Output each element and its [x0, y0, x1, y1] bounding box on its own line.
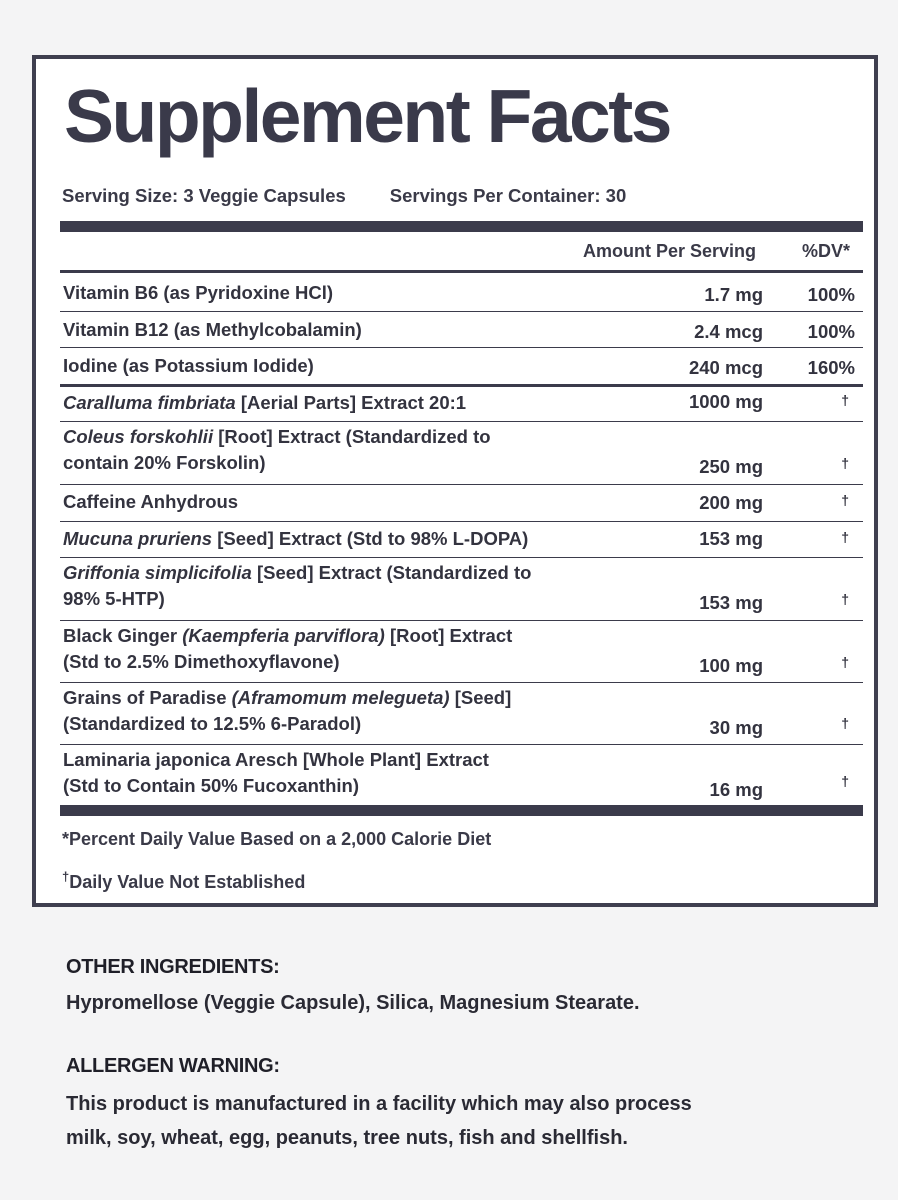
- row-dv: †: [841, 455, 849, 471]
- other-ingredients-heading: OTHER INGREDIENTS:: [66, 956, 280, 978]
- row-name: [63, 526, 528, 552]
- row-amount: 30 mg: [709, 717, 763, 738]
- row-name-italic: Coleus forskohlii: [63, 426, 214, 447]
- row-name-italic: Griffonia simplicifolia: [63, 562, 252, 583]
- row-dv: †: [841, 654, 849, 670]
- row-name-line2: 98% 5-HTP): [63, 588, 165, 609]
- facts-table: [60, 275, 863, 807]
- table-row: [60, 484, 863, 521]
- row-name: [63, 623, 512, 649]
- row-name-rest: [Aerial Parts] Extract 20:1: [235, 392, 467, 413]
- row-dv: †: [841, 715, 849, 731]
- row-amount: 200 mg: [699, 492, 763, 513]
- row-name: [63, 685, 511, 711]
- row-name-rest: [Seed] Extract (Std to 98% L-DOPA): [212, 528, 529, 549]
- row-dv: 100%: [807, 284, 855, 305]
- table-row: [60, 521, 863, 557]
- row-name: Laminaria japonica Aresch [Whole Plant] Extract: [63, 749, 489, 770]
- table-row: [60, 347, 863, 384]
- dv-header: %DV*: [801, 241, 850, 261]
- row-name-rest: [Seed] Extract (Standardized to: [251, 562, 532, 583]
- row-amount: 2.4 mcg: [694, 321, 763, 342]
- row-name: Vitamin B6 (as Pyridoxine HCl): [63, 282, 334, 303]
- row-amount: 153 mg: [699, 592, 763, 613]
- row-dv: 160%: [807, 357, 855, 378]
- row-name-rest: [Root] Extract: [384, 625, 513, 646]
- row-amount: 1.7 mg: [704, 284, 763, 305]
- supplement-facts-panel: [32, 55, 878, 907]
- row-amount: 153 mg: [699, 528, 763, 549]
- row-name-pre: Black Ginger: [63, 625, 183, 646]
- row-amount: 16 mg: [709, 779, 763, 800]
- row-dv: †: [841, 591, 849, 607]
- row-name-italic: Caralluma fimbriata: [63, 392, 236, 413]
- serving-size: Serving Size: 3 Veggie Capsules: [62, 185, 346, 206]
- table-row: [60, 421, 863, 484]
- dagger-mark: †: [62, 869, 70, 884]
- row-name-italic: Mucuna pruriens: [63, 528, 213, 549]
- row-name: [63, 424, 491, 450]
- row-amount: 1000 mg: [688, 391, 763, 412]
- row-name-line2: (Standardized to 12.5% 6-Paradol): [63, 713, 362, 734]
- servings-per-container: Servings Per Container: 30: [389, 185, 627, 206]
- amount-per-serving-header: Amount Per Serving: [582, 241, 756, 261]
- facts-title: Supplement Facts: [64, 74, 670, 158]
- table-row: [60, 557, 863, 620]
- row-name-italic: (Aframomum melegueta): [231, 687, 450, 708]
- bottom-divider-bar: [60, 805, 863, 816]
- table-row: [60, 311, 863, 347]
- table-row: [60, 620, 863, 682]
- row-dv: 100%: [807, 321, 855, 342]
- row-name-pre: Grains of Paradise: [63, 687, 232, 708]
- row-dv: †: [841, 392, 849, 408]
- row-name-rest: [Root] Extract (Standardized to: [213, 426, 491, 447]
- table-row: [60, 682, 863, 744]
- table-row: [60, 744, 863, 807]
- row-name: [63, 560, 531, 586]
- row-amount: 100 mg: [699, 655, 763, 676]
- row-amount: 250 mg: [699, 456, 763, 477]
- other-ingredients-text: Hypromellose (Veggie Capsule), Silica, Magnesium Stearate.: [66, 992, 640, 1014]
- top-divider-bar: [60, 221, 863, 232]
- row-name: Caffeine Anhydrous: [63, 491, 239, 512]
- row-amount: 240 mcg: [688, 357, 763, 378]
- row-name-italic: (Kaempferia parviflora): [182, 625, 385, 646]
- row-name: [63, 390, 466, 416]
- row-name-line2: contain 20% Forskolin): [63, 452, 266, 473]
- row-dv: †: [841, 529, 849, 545]
- allergen-warning-line1: This product is manufactured in a facility which may also process: [66, 1093, 692, 1115]
- row-name-rest: [Seed]: [449, 687, 512, 708]
- dv-footnote: *Percent Daily Value Based on a 2,000 Calorie Diet: [62, 829, 492, 849]
- table-row: [60, 384, 863, 421]
- table-row: [60, 275, 863, 311]
- dagger-footnote: [62, 869, 305, 893]
- allergen-warning-line2: milk, soy, wheat, egg, peanuts, tree nuts, fish and shellfish.: [66, 1127, 628, 1149]
- serving-info: [62, 185, 626, 207]
- row-dv: †: [841, 492, 849, 508]
- row-name-line2: (Std to 2.5% Dimethoxyflavone): [63, 651, 340, 672]
- row-name-line2: (Std to Contain 50% Fucoxanthin): [63, 775, 359, 796]
- row-name: Iodine (as Potassium Iodide): [63, 355, 314, 376]
- row-name: Vitamin B12 (as Methylcobalamin): [63, 319, 362, 340]
- dagger-footnote-text: Daily Value Not Established: [69, 872, 306, 892]
- allergen-warning-heading: ALLERGEN WARNING:: [66, 1055, 280, 1077]
- row-dv: †: [841, 773, 849, 789]
- header-divider: [60, 270, 863, 273]
